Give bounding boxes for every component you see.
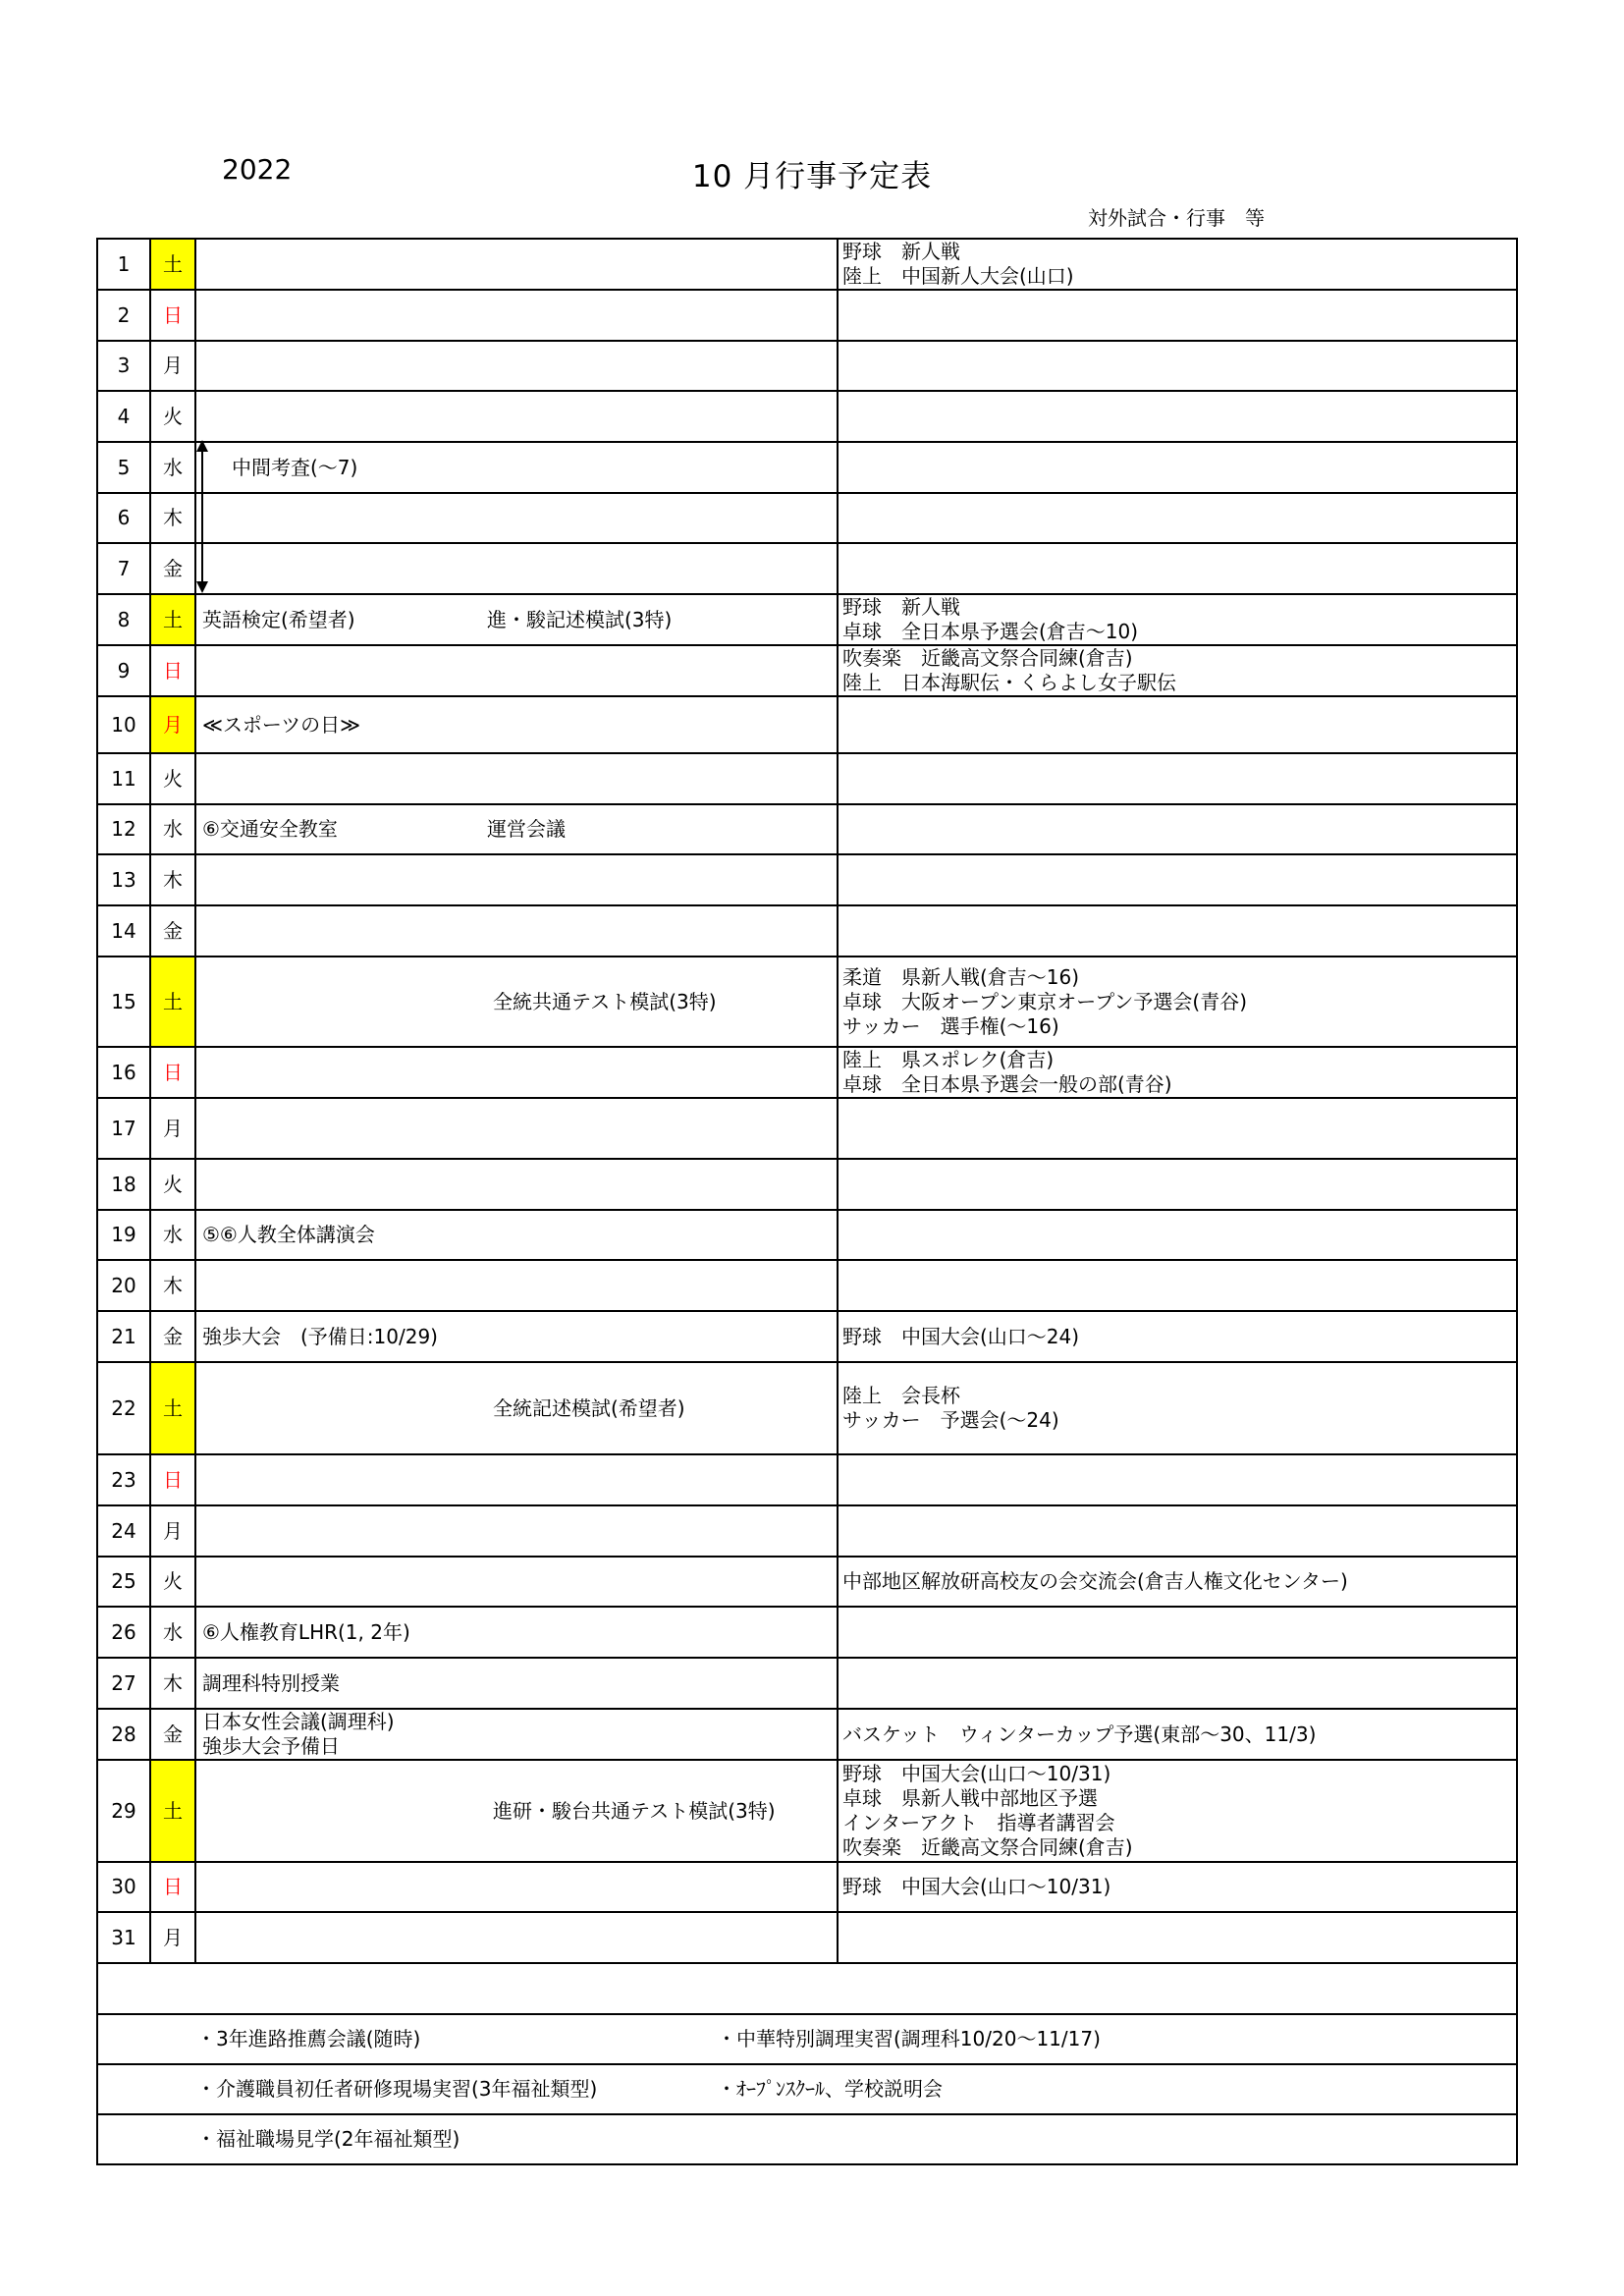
external-events-cell: [838, 645, 1517, 696]
external-event-text: 柔道 県新人戦(倉吉～16): [842, 964, 1080, 989]
external-events-cell: [838, 1260, 1517, 1311]
school-events-cell: [195, 1362, 838, 1454]
school-events-cell: [195, 442, 838, 493]
double-arrow-icon: [194, 440, 210, 593]
event-text: 強歩大会 (予備日:10/29): [202, 1324, 438, 1348]
calendar-row: [97, 854, 1517, 905]
external-event-text: バスケット ウィンターカップ予選(東部～30、11/3): [842, 1722, 1317, 1746]
external-event-text: 陸上 日本海駅伝・くらよし女子駅伝: [842, 671, 1176, 694]
external-events-cell: [838, 1454, 1517, 1505]
external-events-cell: [838, 290, 1517, 341]
calendar-row: [97, 341, 1517, 391]
event-text: ≪スポーツの日≫: [202, 712, 361, 737]
weekday-label: 日: [150, 1047, 195, 1098]
school-events-cell: [195, 753, 838, 804]
school-events-cell: [195, 1159, 838, 1210]
day-number: 3: [97, 341, 150, 391]
school-events-cell: [195, 1607, 838, 1658]
school-events-cell: [195, 391, 838, 442]
external-events-cell: [838, 391, 1517, 442]
external-events-cell: [838, 1862, 1517, 1912]
weekday-label: 土: [150, 957, 195, 1047]
school-events-cell: [195, 1098, 838, 1159]
calendar-body: [97, 239, 1517, 1963]
external-event-text: サッカー 選手権(～16): [842, 1013, 1059, 1038]
weekday-label: 金: [150, 543, 195, 594]
blank-cell: [97, 1963, 1517, 2014]
school-events-cell: [195, 1260, 838, 1311]
school-events-cell: [195, 239, 838, 290]
calendar-row: [97, 543, 1517, 594]
external-event-text: 卓球 全日本県予選会(倉吉～10): [842, 620, 1139, 643]
external-events-cell: [838, 1709, 1517, 1760]
day-number: 30: [97, 1862, 150, 1912]
calendar-row: [97, 1607, 1517, 1658]
calendar-row: [97, 1047, 1517, 1098]
blank-row: [97, 1963, 1517, 2014]
weekday-label: 月: [150, 1505, 195, 1557]
day-number: 29: [97, 1760, 150, 1862]
school-events-cell: [195, 1912, 838, 1963]
external-event-text: サッカー 予選会(～24): [842, 1408, 1059, 1432]
external-events-cell: [838, 594, 1517, 645]
note-text: ・中華特別調理実習(調理科10/20～11/17): [717, 2027, 1101, 2050]
day-number: 12: [97, 804, 150, 854]
notes-cell: [97, 2064, 1517, 2114]
external-events-cell: [838, 1760, 1517, 1862]
notes-section: [97, 1963, 1517, 2164]
event-text: 調理科特別授業: [202, 1670, 340, 1695]
notes-row: [97, 2014, 1517, 2064]
weekday-label: 金: [150, 1709, 195, 1760]
external-event-text: 陸上 会長杯: [842, 1384, 960, 1407]
event-text: ⑥交通安全教室: [202, 817, 338, 841]
calendar-row: [97, 753, 1517, 804]
external-events-cell: [838, 1362, 1517, 1454]
day-number: 11: [97, 753, 150, 804]
external-column-heading: 対外試合・行事 等: [1088, 206, 1265, 230]
calendar-row: [97, 1210, 1517, 1260]
weekday-label: 土: [150, 1760, 195, 1862]
day-number: 24: [97, 1505, 150, 1557]
external-event-text: 吹奏楽 近畿高文祭合同練(倉吉): [842, 646, 1133, 670]
external-events-cell: [838, 1505, 1517, 1557]
weekday-label: 木: [150, 1658, 195, 1709]
external-events-cell: [838, 1098, 1517, 1159]
event-text: 英語検定(希望者): [202, 607, 355, 631]
weekday-label: 火: [150, 391, 195, 442]
external-events-cell: [838, 1159, 1517, 1210]
external-events-cell: [838, 442, 1517, 493]
external-event-text: 野球 新人戦: [842, 240, 960, 263]
external-event-text: インターアクト 指導者講習会: [842, 1811, 1115, 1834]
notes-row: [97, 2114, 1517, 2164]
external-event-text: 卓球 県新人戦中部地区予選: [842, 1786, 1098, 1810]
day-number: 8: [97, 594, 150, 645]
event-text: 日本女性会議(調理科): [202, 1710, 395, 1733]
school-events-cell: [195, 854, 838, 905]
external-event-text: 中部地区解放研高校友の会交流会(倉吉人権文化センター): [842, 1569, 1348, 1593]
day-number: 6: [97, 493, 150, 543]
school-events-cell: [195, 290, 838, 341]
external-events-cell: [838, 239, 1517, 290]
day-number: 25: [97, 1557, 150, 1607]
weekday-label: 土: [150, 594, 195, 645]
calendar-row: [97, 804, 1517, 854]
school-events-cell: [195, 1862, 838, 1912]
event-text: 進研・駿台共通テスト模試(3特): [493, 1798, 776, 1823]
notes-cell: [97, 2014, 1517, 2064]
weekday-label: 日: [150, 1862, 195, 1912]
calendar-row: [97, 1505, 1517, 1557]
weekday-label: 月: [150, 341, 195, 391]
external-event-text: 卓球 大阪オープン東京オープン予選会(青谷): [842, 989, 1248, 1013]
school-events-cell: [195, 341, 838, 391]
weekday-label: 木: [150, 493, 195, 543]
day-number: 16: [97, 1047, 150, 1098]
day-number: 21: [97, 1311, 150, 1362]
weekday-label: 木: [150, 1260, 195, 1311]
school-events-cell: [195, 957, 838, 1047]
note-text: ・福祉職場見学(2年福祉類型): [196, 2127, 460, 2151]
school-events-cell: [195, 1047, 838, 1098]
notes-cell: [97, 2114, 1517, 2164]
school-events-cell: [195, 645, 838, 696]
weekday-label: 金: [150, 1311, 195, 1362]
day-number: 4: [97, 391, 150, 442]
school-events-cell: [195, 543, 838, 594]
weekday-label: 日: [150, 1454, 195, 1505]
weekday-label: 日: [150, 645, 195, 696]
weekday-label: 月: [150, 1098, 195, 1159]
day-number: 14: [97, 905, 150, 957]
note-text: ・ｵｰﾌﾟﾝｽｸｰﾙ、学校説明会: [717, 2077, 943, 2101]
note-text: ・介護職員初任者研修現場実習(3年福祉類型): [196, 2077, 598, 2101]
external-event-text: 野球 中国大会(山口～10/31): [842, 1762, 1111, 1785]
school-events-cell: [195, 1557, 838, 1607]
calendar-row: [97, 1454, 1517, 1505]
calendar-row: [97, 696, 1517, 753]
day-number: 10: [97, 696, 150, 753]
day-number: 19: [97, 1210, 150, 1260]
external-events-cell: [838, 1912, 1517, 1963]
event-text: 全統共通テスト模試(3特): [493, 989, 717, 1013]
event-text: 全統記述模試(希望者): [493, 1395, 685, 1420]
calendar-row: [97, 1362, 1517, 1454]
weekday-label: 木: [150, 854, 195, 905]
calendar-row: [97, 1760, 1517, 1862]
page-title: 10 月行事予定表: [691, 159, 933, 194]
external-events-cell: [838, 543, 1517, 594]
external-events-cell: [838, 854, 1517, 905]
external-events-cell: [838, 905, 1517, 957]
calendar-row: [97, 594, 1517, 645]
calendar-row: [97, 1159, 1517, 1210]
day-number: 20: [97, 1260, 150, 1311]
weekday-label: 土: [150, 1362, 195, 1454]
day-number: 15: [97, 957, 150, 1047]
day-number: 26: [97, 1607, 150, 1658]
external-events-cell: [838, 957, 1517, 1047]
day-number: 31: [97, 1912, 150, 1963]
weekday-label: 火: [150, 1159, 195, 1210]
calendar-row: [97, 905, 1517, 957]
weekday-label: 水: [150, 1210, 195, 1260]
external-event-text: 吹奏楽 近畿高文祭合同練(倉吉): [842, 1835, 1133, 1859]
external-events-cell: [838, 1658, 1517, 1709]
school-events-cell: [195, 1658, 838, 1709]
school-events-cell: [195, 493, 838, 543]
school-events-cell: [195, 1210, 838, 1260]
external-event-text: 野球 中国大会(山口～24): [842, 1324, 1080, 1348]
external-events-cell: [838, 341, 1517, 391]
calendar-row: [97, 493, 1517, 543]
notes-row: [97, 2064, 1517, 2114]
day-number: 9: [97, 645, 150, 696]
event-text: ⑤⑥人教全体講演会: [202, 1223, 375, 1246]
weekday-label: 日: [150, 290, 195, 341]
calendar-row: [97, 442, 1517, 493]
weekday-label: 水: [150, 804, 195, 854]
year-label: 2022: [222, 153, 293, 186]
note-text: ・3年進路推薦会議(随時): [196, 2027, 421, 2050]
calendar-row: [97, 391, 1517, 442]
calendar-row: [97, 1709, 1517, 1760]
day-number: 1: [97, 239, 150, 290]
external-event-text: 卓球 全日本県予選会一般の部(青谷): [842, 1072, 1172, 1096]
event-text: 中間考査(～7): [232, 455, 358, 479]
event-text: 強歩大会予備日: [202, 1734, 340, 1758]
weekday-label: 水: [150, 442, 195, 493]
day-number: 5: [97, 442, 150, 493]
weekday-label: 月: [150, 696, 195, 753]
calendar-row: [97, 1658, 1517, 1709]
day-number: 27: [97, 1658, 150, 1709]
school-events-cell: [195, 1311, 838, 1362]
day-number: 7: [97, 543, 150, 594]
weekday-label: 金: [150, 905, 195, 957]
calendar-row: [97, 957, 1517, 1047]
external-event-text: 野球 中国大会(山口～10/31): [842, 1875, 1111, 1898]
calendar-row: [97, 645, 1517, 696]
school-events-cell: [195, 594, 838, 645]
external-events-cell: [838, 753, 1517, 804]
weekday-label: 土: [150, 239, 195, 290]
event-text: 進・駿記述模試(3特): [487, 607, 673, 631]
calendar-row: [97, 1862, 1517, 1912]
calendar-table: [96, 238, 1518, 2165]
school-events-cell: [195, 1760, 838, 1862]
weekday-label: 水: [150, 1607, 195, 1658]
external-event-text: 陸上 中国新人大会(山口): [842, 264, 1074, 288]
calendar-row: [97, 1557, 1517, 1607]
school-events-cell: [195, 1454, 838, 1505]
external-events-cell: [838, 493, 1517, 543]
calendar-row: [97, 239, 1517, 290]
external-events-cell: [838, 1557, 1517, 1607]
day-number: 17: [97, 1098, 150, 1159]
day-number: 22: [97, 1362, 150, 1454]
calendar-row: [97, 290, 1517, 341]
external-events-cell: [838, 1210, 1517, 1260]
weekday-label: 月: [150, 1912, 195, 1963]
school-events-cell: [195, 1505, 838, 1557]
school-events-cell: [195, 804, 838, 854]
event-text: 運営会議: [487, 817, 566, 841]
external-events-cell: [838, 1047, 1517, 1098]
calendar-row: [97, 1098, 1517, 1159]
calendar-row: [97, 1260, 1517, 1311]
external-events-cell: [838, 804, 1517, 854]
external-event-text: 陸上 県スポレク(倉吉): [842, 1048, 1055, 1071]
external-events-cell: [838, 696, 1517, 753]
external-event-text: 野球 新人戦: [842, 595, 960, 619]
weekday-label: 火: [150, 1557, 195, 1607]
day-number: 2: [97, 290, 150, 341]
external-events-cell: [838, 1607, 1517, 1658]
event-text: ⑥人権教育LHR(1, 2年): [202, 1619, 410, 1644]
day-number: 18: [97, 1159, 150, 1210]
external-events-cell: [838, 1311, 1517, 1362]
calendar-row: [97, 1912, 1517, 1963]
weekday-label: 火: [150, 753, 195, 804]
calendar-row: [97, 1311, 1517, 1362]
day-number: 13: [97, 854, 150, 905]
school-events-cell: [195, 1709, 838, 1760]
school-events-cell: [195, 696, 838, 753]
day-number: 23: [97, 1454, 150, 1505]
school-events-cell: [195, 905, 838, 957]
day-number: 28: [97, 1709, 150, 1760]
